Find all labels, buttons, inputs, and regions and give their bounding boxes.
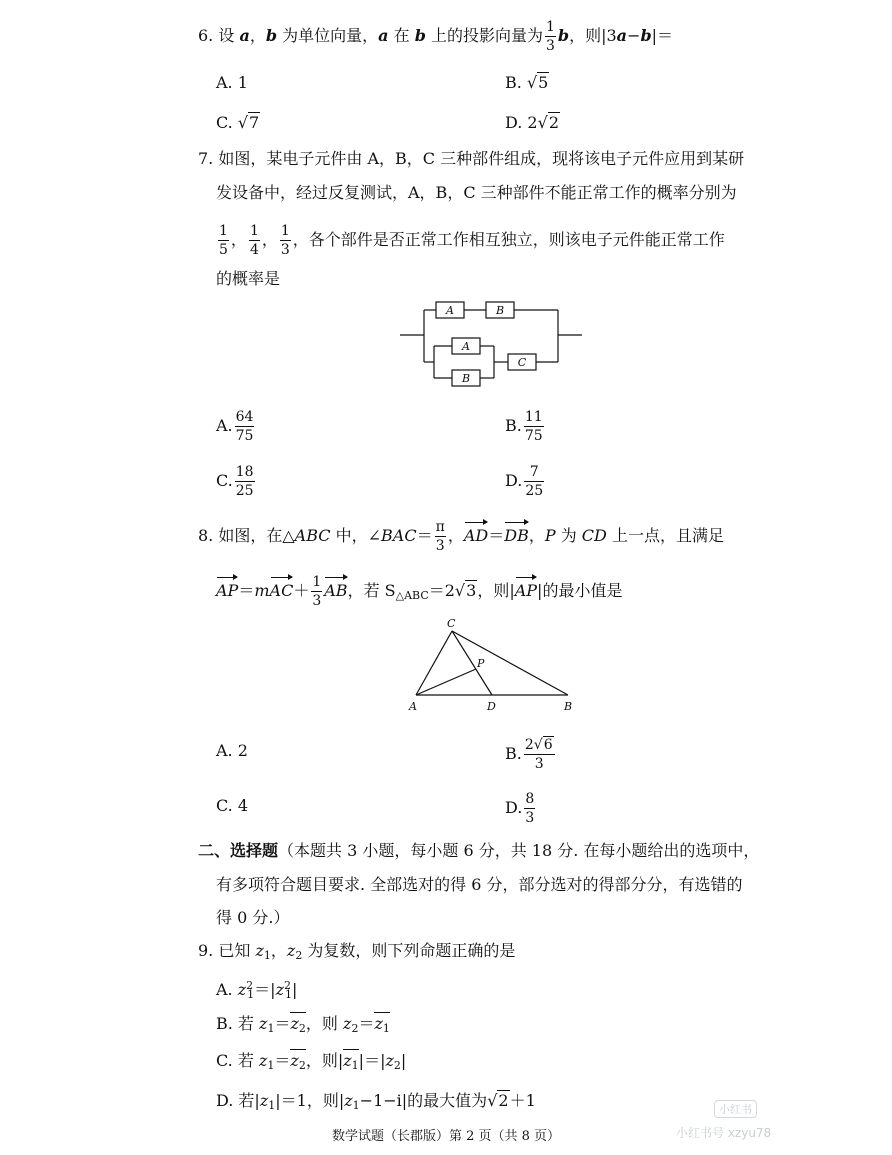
frac-num: 7 (524, 465, 544, 482)
option-label: A. (216, 416, 233, 435)
minus: − (627, 26, 641, 45)
frac-den: 3 (534, 756, 544, 772)
subscript: 1 (267, 1022, 275, 1035)
frac-den: 3 (435, 538, 445, 554)
q9-text: −1−i|的最大值为 (359, 1091, 488, 1110)
comma: ， (528, 526, 545, 545)
section-2-line3: 得 0 分.） (216, 908, 290, 927)
point-p-label: P (477, 657, 485, 670)
conjugate-z2 (290, 1049, 305, 1070)
subscript: 1 (352, 1099, 360, 1112)
equals: ＝ (274, 1014, 291, 1033)
q9-option-a (216, 975, 297, 1006)
var-z: z (255, 941, 264, 960)
q6-option-d: D. 2√2 (505, 113, 559, 132)
var-z: z (374, 1014, 383, 1033)
comma: ， (270, 941, 287, 960)
option-text: A. 2 (216, 741, 248, 760)
label-c: C (517, 356, 527, 369)
option-fraction (524, 738, 555, 771)
option-label: D. (505, 471, 523, 490)
option-text: A. 1 (216, 73, 248, 92)
vector-a: a (378, 26, 389, 45)
q8-option-c (216, 795, 248, 817)
triangle-abc: ABC (294, 526, 331, 545)
q7-line2: 发设备中，经过反复测试，A，B，C 三种部件不能正常工作的概率分别为 (216, 183, 737, 202)
label-a-mid: A (462, 340, 470, 353)
angle-bac: BAC (381, 526, 417, 545)
frac-num: 11 (524, 409, 543, 425)
q7-line4: 的概率是 (216, 269, 281, 288)
q6-stem-text: |＝ (651, 26, 674, 45)
q7-option-c (216, 465, 257, 498)
option-label: B. (505, 744, 522, 763)
var-z: z (290, 1014, 299, 1033)
frac-den: 25 (235, 483, 254, 499)
section-2-line2: 有多项符合题目要求. 全部选对的得 6 分，部分选对的得部分分，有选错的 (216, 875, 743, 894)
option-fraction (524, 410, 544, 443)
vector-ac: AC (269, 581, 294, 600)
option-fraction (235, 465, 255, 498)
frac-den: 25 (525, 483, 544, 499)
q8-text: 为 (555, 526, 582, 545)
frac-num: 2√6 (524, 737, 553, 753)
q9-option-c (216, 1050, 406, 1077)
prob-a-fraction (218, 224, 229, 257)
q7-option-d (505, 465, 546, 498)
conjugate-z2 (290, 1012, 305, 1033)
option-label: C. 若 (216, 1051, 259, 1070)
vector-a: a (616, 26, 628, 45)
frac-den: 3 (545, 38, 555, 54)
subscript: 2 (295, 949, 303, 962)
var-z: z (259, 1014, 268, 1033)
frac-num: 1 (280, 223, 290, 239)
frac-num: 64 (235, 409, 254, 425)
q9-text: | (400, 1051, 407, 1070)
frac-den: 5 (219, 242, 228, 258)
vertex-a-label: A (409, 700, 417, 713)
label-b-top: B (495, 304, 505, 317)
comma: ， (230, 230, 247, 249)
q8-text: 中，∠ (330, 526, 382, 545)
var-z: z (286, 941, 296, 960)
frac-den: 75 (235, 428, 254, 444)
q8-text: 8. 如图，在△ (198, 526, 295, 545)
q7-line3 (216, 224, 725, 257)
prob-b-fraction (249, 224, 260, 257)
subscript: 1 (263, 949, 271, 962)
var-z: z (258, 1051, 268, 1070)
comma: ， (447, 526, 464, 545)
frac-den: 3 (312, 593, 322, 609)
vector-ab: AB (324, 581, 348, 600)
vector-a: a (239, 26, 250, 45)
q6-stem-text: 在 (388, 26, 415, 45)
sqrt-value: 2 (548, 113, 559, 132)
q9-text: |＝| (358, 1051, 386, 1070)
subscript: 1 (285, 988, 293, 1001)
section-2-line1 (198, 840, 759, 862)
subscript: 2 (298, 1059, 306, 1072)
q6-stem (198, 20, 673, 53)
subscript: 1 (267, 1059, 275, 1072)
subscript: 1 (351, 1059, 359, 1072)
point-d-label: D (487, 700, 496, 713)
subscript: 2 (351, 1022, 359, 1035)
subscript: 2 (393, 1059, 401, 1072)
pi-over-3 (435, 520, 446, 553)
equals: ＝ (358, 1014, 375, 1033)
prob-c-fraction (280, 224, 291, 257)
q8-text: ，若 S (347, 581, 396, 600)
var-m: m (254, 581, 270, 600)
q6-option-b: B. √5 (505, 73, 549, 92)
q9-option-d: D. 若$|z_1|=1$，则$|z_1-1-i|$的最大值为√2＋1 (216, 1091, 536, 1112)
superscript: 2 (284, 979, 292, 992)
equals: ＝ (488, 526, 505, 545)
q9-text: 9. 已知 (198, 941, 256, 960)
frac-num: 18 (235, 464, 254, 480)
vector-db: DB (504, 526, 529, 545)
watermark-id: 小红书号 xzyu78 (676, 1126, 772, 1140)
page-footer: 数学试题（长郡版）第 2 页（共 8 页） (331, 1129, 561, 1144)
frac-num: 1 (219, 223, 228, 239)
frac-num: 1 (312, 574, 322, 590)
q9-option-b (216, 1013, 390, 1040)
vector-b: b (640, 26, 652, 45)
q6-option-a (216, 72, 248, 94)
q9-text: ，则| (305, 1051, 344, 1070)
q8-option-a (216, 740, 248, 762)
q9-text: ，则 (305, 1014, 344, 1033)
q9-text: ＋1 (509, 1091, 536, 1110)
var-z: z (343, 1014, 352, 1033)
frac-num: π (435, 519, 445, 535)
q6-option-c: C. √7 (216, 113, 260, 132)
option-fraction (235, 410, 255, 443)
var-z: z (237, 980, 247, 999)
vector-b: b (557, 26, 570, 45)
q8-option-b (505, 738, 557, 771)
q6-stem-text: 上的投影向量为 (425, 26, 543, 45)
point-p: P (544, 526, 556, 545)
q8-text: ＝2 (428, 581, 455, 600)
option-label: A. (216, 980, 238, 999)
option-label: D. 2 (505, 113, 538, 132)
q7-line1: 7. 如图，某电子元件由 A，B，C 三种部件组成，现将该电子元件应用到某研 (198, 149, 745, 168)
option-label: C. (216, 113, 238, 132)
q7-option-b (505, 410, 546, 443)
one-third (311, 575, 322, 608)
vector-ap: AP (514, 581, 538, 600)
circuit-diagram (396, 296, 586, 390)
q8-line2: AP＝mAC＋ $\frac{1}{3}$ AB，若 $S_{\triangle ABC}=2√3$，则|AP|的最小值是 (216, 574, 623, 609)
option-label: B. (505, 416, 522, 435)
q7-line3-text: ，各个部件是否正常工作相互独立，则该电子元件能正常工作 (292, 230, 725, 249)
conjugate-z1 (374, 1012, 389, 1033)
frac-num: 1 (249, 223, 259, 239)
option-label: B. 若 (216, 1014, 260, 1033)
segment-cd: CD (581, 526, 607, 545)
subscript: 1 (247, 988, 255, 1001)
plus: ＋ (293, 581, 310, 600)
vertex-b-label: B (564, 700, 573, 713)
label-a-top: A (446, 304, 454, 317)
equals: ＝ (416, 526, 433, 545)
q9-text: |＝1，则| (275, 1091, 345, 1110)
equals: ＝ (238, 581, 255, 600)
option-fraction (524, 792, 535, 825)
var-z: z (385, 1051, 394, 1070)
conjugate-z1 (343, 1049, 358, 1070)
option-label: B. (505, 73, 527, 92)
section-instructions: （本题共 3 小题，每小题 6 分，共 18 分. 在每小题给出的选项中， (278, 841, 760, 860)
var-z: z (259, 1091, 269, 1110)
q6-sep: ， (249, 26, 266, 45)
frac-den: 4 (249, 242, 259, 258)
q9-text: | (292, 980, 298, 999)
var-z: z (344, 1091, 353, 1110)
q6-fraction (545, 20, 556, 53)
frac-num: 1 (545, 19, 555, 35)
subscript: 2 (298, 1022, 306, 1035)
q6-stem-text: 为单位向量， (277, 26, 379, 45)
area-subscript: △ABC (395, 589, 429, 602)
frac-den: 3 (280, 242, 290, 258)
comma: ， (261, 230, 278, 249)
sqrt-value: 7 (249, 113, 260, 132)
vector-ap: AP (216, 581, 239, 600)
q6-stem-text: ，则|3 (569, 26, 617, 45)
vector-ad: AD (463, 526, 489, 545)
q8-text: |的最小值是 (537, 581, 623, 600)
sqrt-value: 5 (538, 73, 549, 92)
sqrt-value: 2 (498, 1091, 509, 1110)
vector-b: b (265, 26, 278, 45)
option-label: D. 若| (216, 1091, 260, 1110)
option-label: C. (216, 471, 233, 490)
q6-stem-text: 6. 设 (198, 26, 240, 45)
frac-num: 8 (525, 791, 535, 807)
section-title: 二、选择题 (198, 841, 279, 860)
q9-stem (198, 940, 515, 967)
q8-text: ，则| (477, 581, 515, 600)
coef: 2 (524, 737, 534, 753)
sqrt-value: 3 (466, 581, 477, 600)
q9-text: 为复数，则下列命题正确的是 (302, 941, 516, 960)
frac-den: 75 (524, 428, 543, 444)
vector-b: b (414, 26, 426, 45)
q7-option-a (216, 410, 256, 443)
q8-option-d (505, 792, 537, 825)
var-z: z (275, 980, 285, 999)
frac-den: 3 (525, 810, 535, 826)
triangle-diagram (400, 615, 590, 717)
sqrt-value: 6 (543, 737, 553, 753)
option-fraction (524, 465, 544, 498)
subscript: 1 (268, 1099, 276, 1112)
q9-text: ＝| (254, 980, 276, 999)
equals: ＝ (274, 1051, 291, 1070)
superscript: 2 (246, 979, 254, 992)
var-z: z (343, 1051, 352, 1070)
subscript: 1 (382, 1022, 390, 1035)
watermark-logo: 小红书 (714, 1100, 757, 1118)
option-text: C. 4 (216, 796, 249, 815)
var-z: z (290, 1051, 299, 1070)
q8-text: 上一点，且满足 (606, 526, 724, 545)
label-b-mid: B (461, 372, 471, 385)
option-label: D. (505, 798, 523, 817)
vertex-c-label: C (447, 617, 456, 630)
q8-line1 (198, 520, 724, 553)
